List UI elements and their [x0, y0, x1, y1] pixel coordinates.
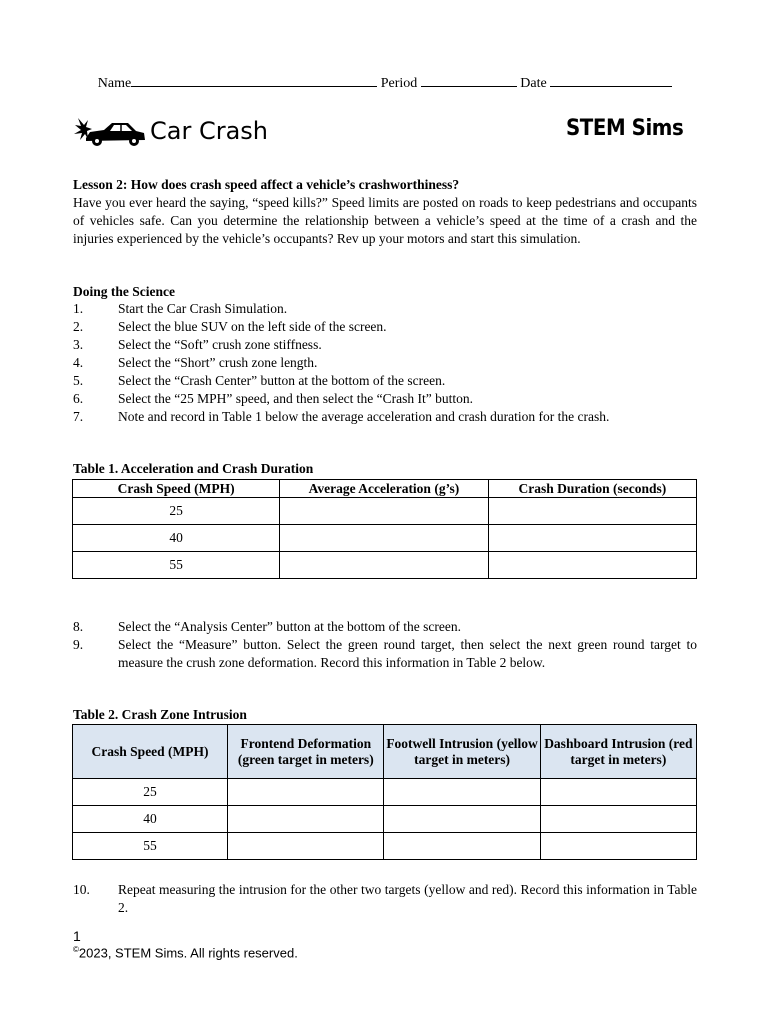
- footwell-cell[interactable]: [384, 806, 540, 833]
- list-item: 10. Repeat measuring the intrusion for the other two targets (yellow and red). Record this information in Table 2.: [73, 882, 697, 915]
- table1: [72, 479, 697, 579]
- dashboard-cell[interactable]: [540, 806, 696, 833]
- doing-the-science: [73, 284, 697, 426]
- speed-cell: 25: [73, 498, 280, 525]
- copyright-symbol: ©: [73, 945, 79, 954]
- name-label: Name: [97, 76, 132, 91]
- duration-cell[interactable]: [488, 498, 696, 525]
- table1-caption: Table 1. Acceleration and Crash Duration: [73, 461, 314, 476]
- repeat-step: [73, 881, 697, 917]
- acceleration-cell[interactable]: [280, 552, 488, 579]
- table-row: [73, 525, 697, 552]
- list-item: 9. Select the “Measure” button. Select the green round target, then select the next green round target to measure the crush zone deformation. Record this information in Table 2 below.: [73, 637, 697, 670]
- copyright-text: 2023, STEM Sims. All rights reserved.: [78, 945, 298, 961]
- analysis-steps: [73, 618, 697, 672]
- list-item: 3. Select the “Soft” crush zone stiffness.: [73, 337, 322, 352]
- frontend-cell[interactable]: [228, 833, 384, 860]
- duration-cell[interactable]: [488, 552, 696, 579]
- speed-cell: 25: [73, 779, 228, 806]
- speed-cell: 40: [73, 806, 228, 833]
- list-item: 7. Note and record in Table 1 below the average acceleration and crash duration for the crash.: [73, 409, 610, 424]
- speed-cell: 55: [73, 833, 228, 860]
- table-row: [73, 833, 697, 860]
- dashboard-cell[interactable]: [540, 833, 696, 860]
- stem-sims-brand: STEM Sims: [566, 116, 684, 141]
- table1-header: Crash Duration (seconds): [488, 480, 696, 498]
- table-row: [73, 552, 697, 579]
- list-item: 6. Select the “25 MPH” speed, and then select the “Crash It” button.: [73, 391, 474, 406]
- period-blank[interactable]: [421, 74, 517, 87]
- period-label: Period: [380, 76, 418, 91]
- copyright: [73, 945, 298, 960]
- list-item: 4. Select the “Short” crush zone length.: [73, 355, 318, 370]
- list-item: 1. Start the Car Crash Simulation.: [73, 301, 288, 316]
- logo-title: Car Crash: [150, 117, 269, 145]
- table2: [72, 724, 697, 860]
- lesson-intro: [73, 176, 697, 248]
- acceleration-cell[interactable]: [280, 525, 488, 552]
- name-blank[interactable]: [131, 74, 377, 87]
- list-item: 5. Select the “Crash Center” button at the bottom of the screen.: [73, 373, 446, 388]
- lesson-intro-text: Have you ever heard the saying, “speed kills?” Speed limits are posted on roads to keep pedestrians and occupants of vehicles safe. Can you determine the relationship between a vehicle’s speed at the time of a crash and the injuries experienced by the vehicle’s occupants? Rev up your motors and start this simulation.: [73, 195, 697, 246]
- table-row: [73, 498, 697, 525]
- dashboard-cell[interactable]: [540, 779, 696, 806]
- date-label: Date: [520, 76, 547, 91]
- speed-cell: 40: [73, 525, 280, 552]
- student-info-line: [0, 74, 770, 92]
- date-blank[interactable]: [550, 74, 672, 87]
- speed-cell: 55: [73, 552, 280, 579]
- table-row: [73, 779, 697, 806]
- duration-cell[interactable]: [488, 525, 696, 552]
- page-number: 1: [73, 928, 81, 944]
- table2-header: Footwell Intrusion (yellow target in meters): [384, 725, 540, 779]
- list-item: 8. Select the “Analysis Center” button at the bottom of the screen.: [73, 619, 462, 634]
- frontend-cell[interactable]: [228, 806, 384, 833]
- acceleration-cell[interactable]: [280, 498, 488, 525]
- frontend-cell[interactable]: [228, 779, 384, 806]
- table1-header: Crash Speed (MPH): [73, 480, 280, 498]
- list-item: 2. Select the blue SUV on the left side of the screen.: [73, 319, 387, 334]
- table2-caption: Table 2. Crash Zone Intrusion: [73, 707, 247, 722]
- table2-header: Crash Speed (MPH): [73, 725, 228, 779]
- footwell-cell[interactable]: [384, 833, 540, 860]
- science-heading: Doing the Science: [73, 284, 175, 299]
- table2-header: Frontend Deformation (green target in meters): [228, 725, 384, 779]
- car-crash-icon: [72, 112, 148, 150]
- table1-header: Average Acceleration (g’s): [280, 480, 488, 498]
- footwell-cell[interactable]: [384, 779, 540, 806]
- table-row: [73, 806, 697, 833]
- car-crash-logo: [72, 112, 268, 150]
- table2-header: Dashboard Intrusion (red target in meters): [540, 725, 696, 779]
- lesson-title: Lesson 2: How does crash speed affect a vehicle’s crashworthiness?: [73, 177, 460, 192]
